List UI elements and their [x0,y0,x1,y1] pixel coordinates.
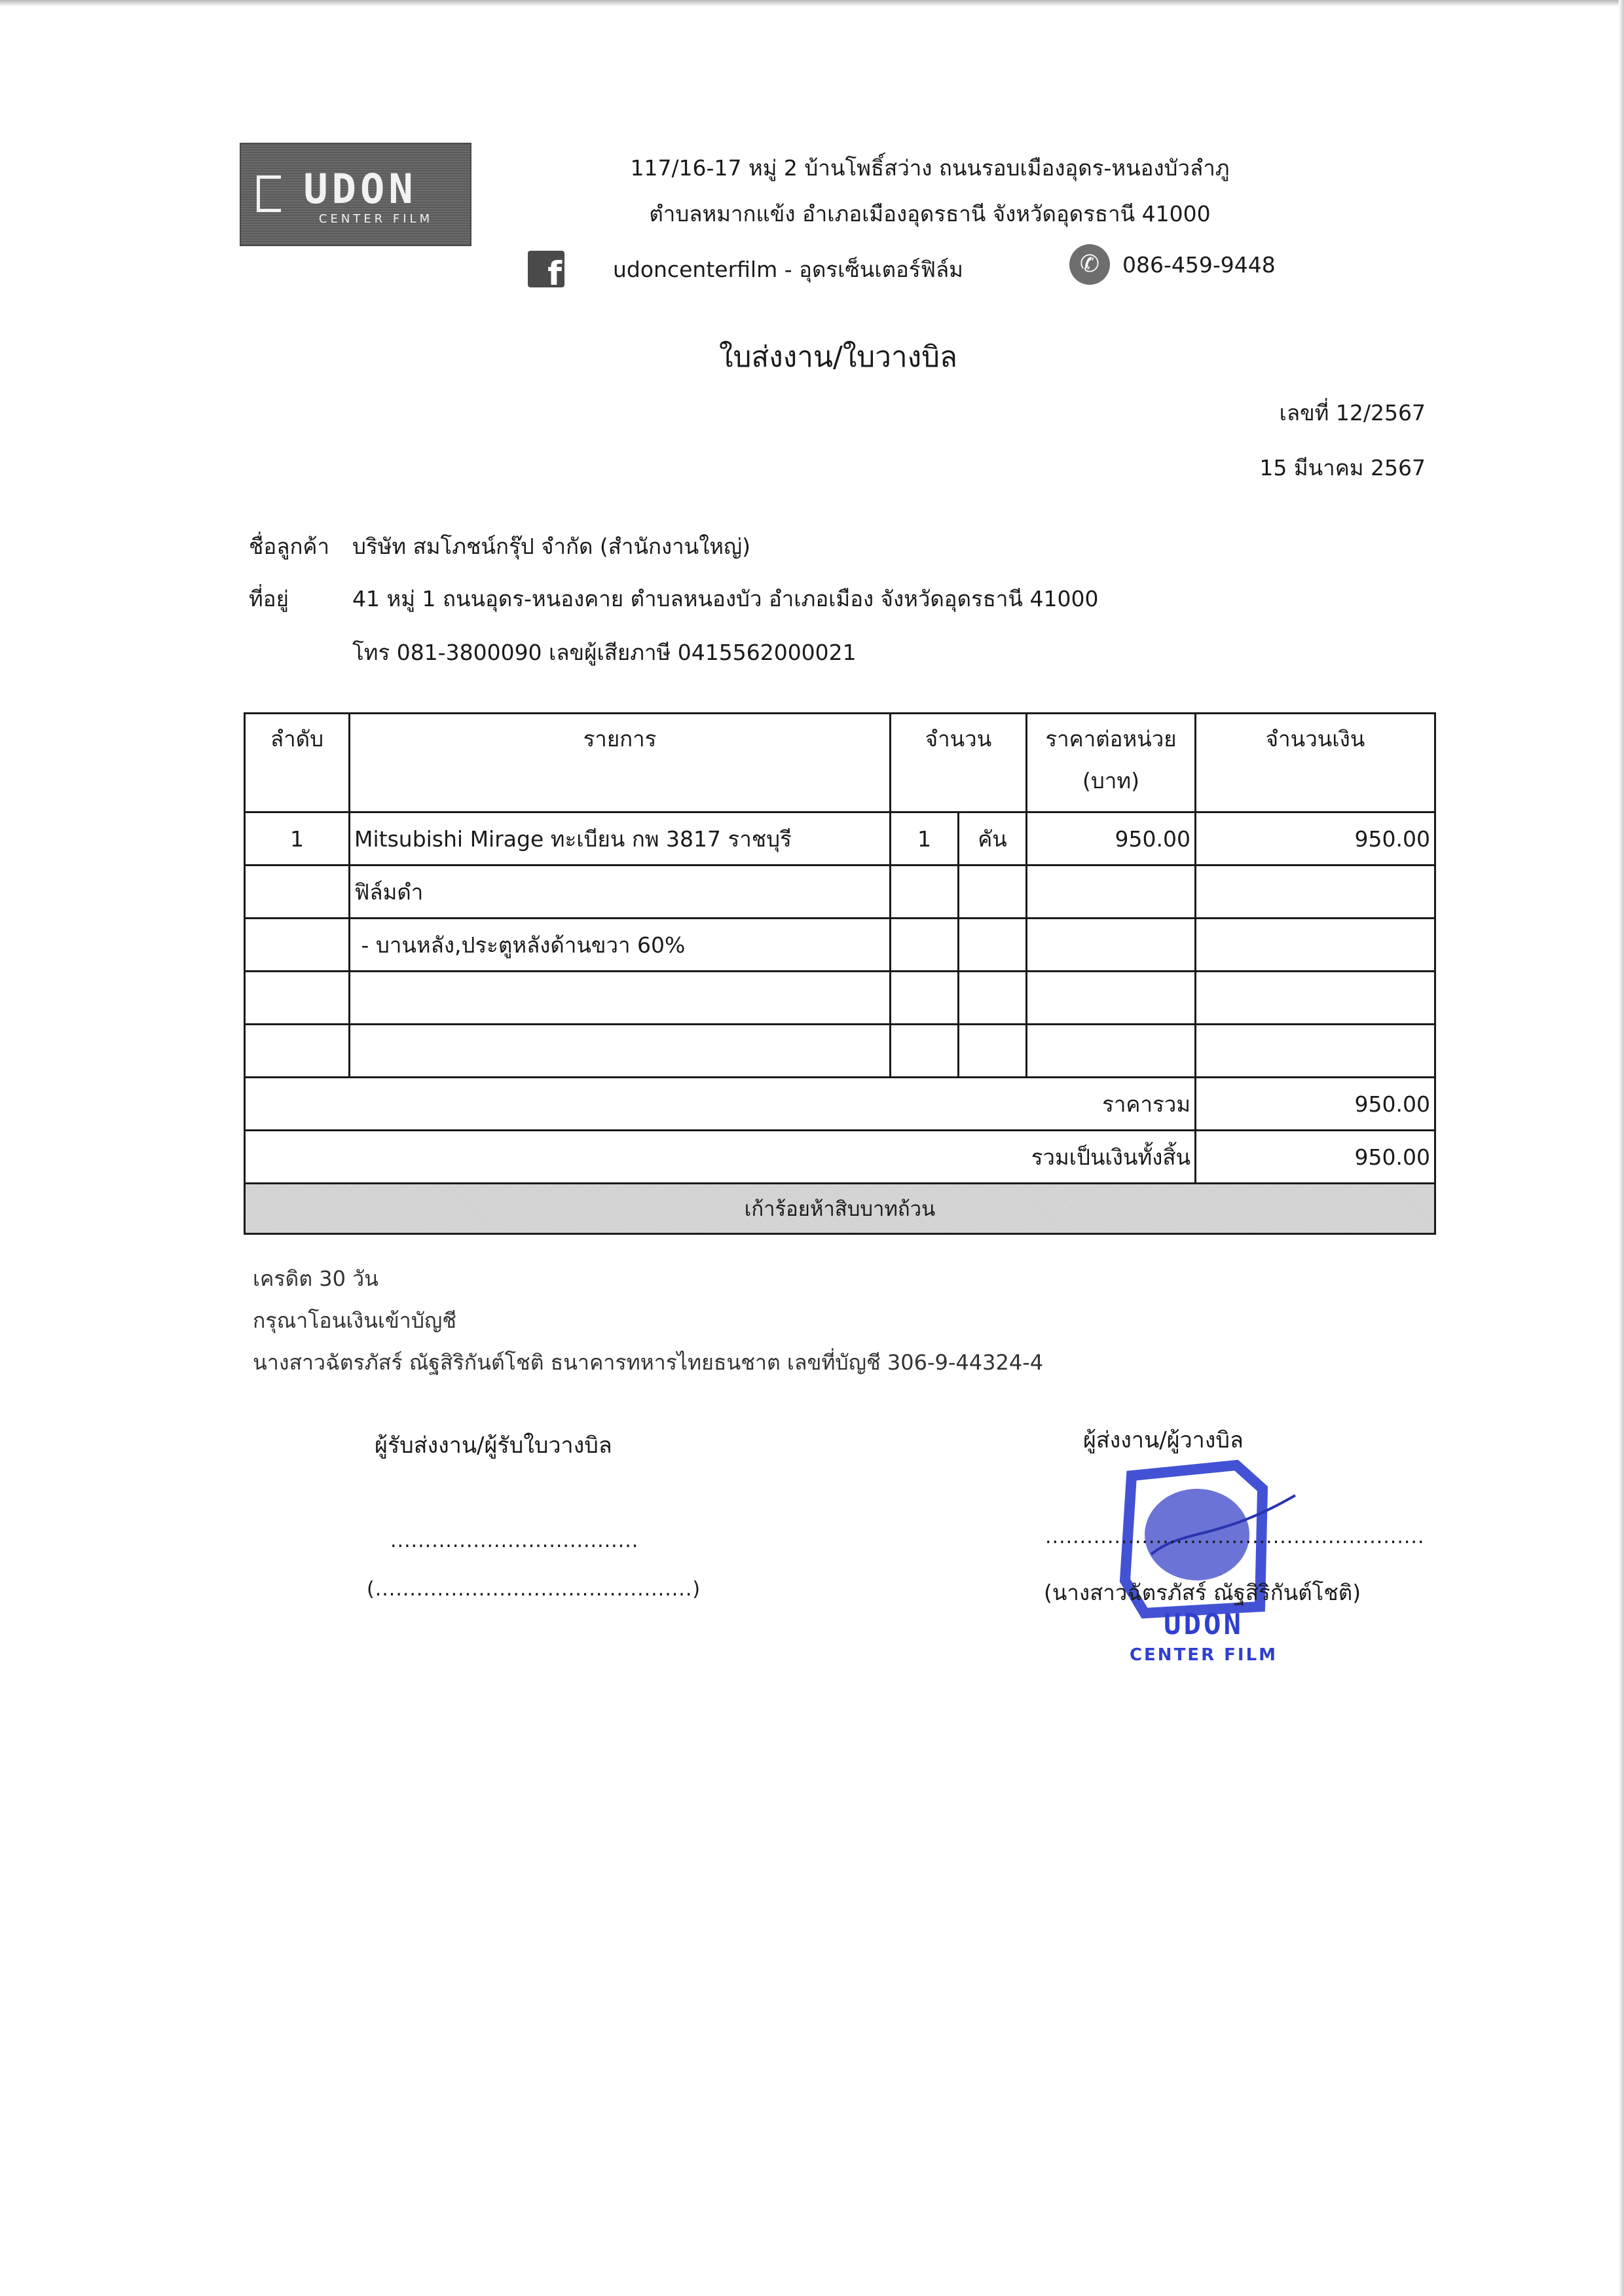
table-header-row [245,714,1435,812]
sender-name: (นางสาวฉัตรภัสร์ ณัฐสิริกันต์โชติ) [1044,1580,1361,1605]
row-unit [959,972,1027,1025]
table-row [245,812,1435,866]
row-price [1027,1025,1196,1078]
header-no: ลำดับ [245,714,350,812]
row-price [1027,866,1196,919]
facebook-icon: f [528,251,564,287]
row-amount [1196,866,1435,919]
header-unit-price-line2: (บาท) [1082,768,1139,793]
stamp-text: UDON [1164,1608,1244,1641]
row-unit [959,1025,1027,1078]
subtotal-value: 950.00 [1196,1078,1435,1131]
row-item: Mitsubishi Mirage ทะเบียน กพ 3817 ราชบุรี [350,812,891,866]
facebook-page: udoncenterfilm - อุดรเซ็นเตอร์ฟิล์ม [613,257,963,282]
company-address-line2: ตำบลหมากแข้ง อำเภอเมืองอุดรธานี จังหวัดอุดรธานี 41000 [649,201,1211,227]
scan-edge-right [1619,0,1624,2296]
customer-address-label: ที่อยู่ [249,586,289,611]
document-title: ใบส่งงาน/ใบวางบิล [718,340,958,374]
bank-account: นางสาวฉัตรภัสร์ ณัฐสิริกันต์โชติ ธนาคารทหารไทยธนชาต เลขที่บัญชี 306-9-44324-4 [253,1350,1044,1375]
receiver-name-line: (..............................................) [367,1578,701,1601]
row-unit [959,919,1027,972]
header-unit-price [1027,714,1196,812]
row-item: - บานหลัง,ประตูหลังด้านขวา 60% [350,919,891,972]
table-row [245,972,1435,1025]
header-qty: จำนวน [891,714,1027,812]
row-item [350,972,891,1025]
row-unit [959,866,1027,919]
customer-name-label: ชื่อลูกค้า [249,534,330,559]
row-price: 950.00 [1027,812,1196,866]
row-amount [1196,919,1435,972]
total-value: 950.00 [1196,1131,1435,1184]
row-qty [891,972,959,1025]
stamp-subtext: CENTER FILM [1129,1645,1278,1665]
company-address-line1: 117/16-17 หมู่ 2 บ้านโพธิ์สว่าง ถนนรอบเมืองอุดร-หนองบัวลำภู [630,155,1230,181]
table-row [245,866,1435,919]
row-qty [891,1025,959,1078]
row-price [1027,919,1196,972]
sender-caption: ผู้ส่งงาน/ผู้วางบิล [1083,1427,1244,1453]
header-item: รายการ [350,714,891,812]
transfer-instruction: กรุณาโอนเงินเข้าบัญชี [253,1308,457,1333]
document-date: 15 มีนาคม 2567 [1259,455,1426,481]
customer-name: บริษัท สมโภชน์กรุ๊ป จำกัด (สำนักงานใหญ่) [352,534,751,559]
row-no [245,972,350,1025]
row-qty [891,919,959,972]
company-phone: 086-459-9448 [1122,252,1276,278]
scan-edge-top [0,0,1624,7]
amount-in-words: เก้าร้อยห้าสิบบาทถ้วน [245,1184,1435,1234]
document-number: เลขที่ 12/2567 [1279,400,1426,426]
row-no [245,919,350,972]
row-qty [891,866,959,919]
sender-signature-line: ....................................................... [1045,1525,1425,1548]
header-unit-price-line1: ราคาต่อหน่วย [1045,726,1177,752]
items-table [244,712,1436,1235]
company-stamp [1105,1449,1302,1672]
header-amount: จำนวนเงิน [1196,714,1435,812]
row-amount [1196,1025,1435,1078]
receiver-caption: ผู้รับส่งงาน/ผู้รับใบวางบิล [375,1432,612,1459]
subtotal-row [245,1078,1435,1131]
row-price [1027,972,1196,1025]
table-row [245,919,1435,972]
customer-address: 41 หมู่ 1 ถนนอุดร-หนองคาย ตำบลหนองบัว อำเภอเมือง จังหวัดอุดรธานี 41000 [352,586,1099,611]
credit-terms: เครดิต 30 วัน [253,1266,378,1291]
company-logo [240,143,471,246]
total-row [245,1131,1435,1184]
logo-subtext: CENTER FILM [318,212,434,226]
row-no [245,1025,350,1078]
row-no [245,866,350,919]
table-row [245,1025,1435,1078]
row-item: ฟิล์มดำ [350,866,891,919]
row-no: 1 [245,812,350,866]
row-amount: 950.00 [1196,812,1435,866]
row-unit: คัน [959,812,1027,866]
customer-contact: โทร 081-3800090 เลขผู้เสียภาษี 0415562000021 [352,640,857,665]
receiver-signature-line: .................................... [390,1529,639,1552]
phone-icon: ✆ [1069,244,1110,285]
row-amount [1196,972,1435,1025]
row-qty: 1 [891,812,959,866]
amount-in-words-row [245,1184,1435,1234]
logo-text: UDON [303,165,417,213]
total-label: รวมเป็นเงินทั้งสิ้น [245,1131,1196,1184]
subtotal-label: ราคารวม [245,1078,1196,1131]
row-item [350,1025,891,1078]
